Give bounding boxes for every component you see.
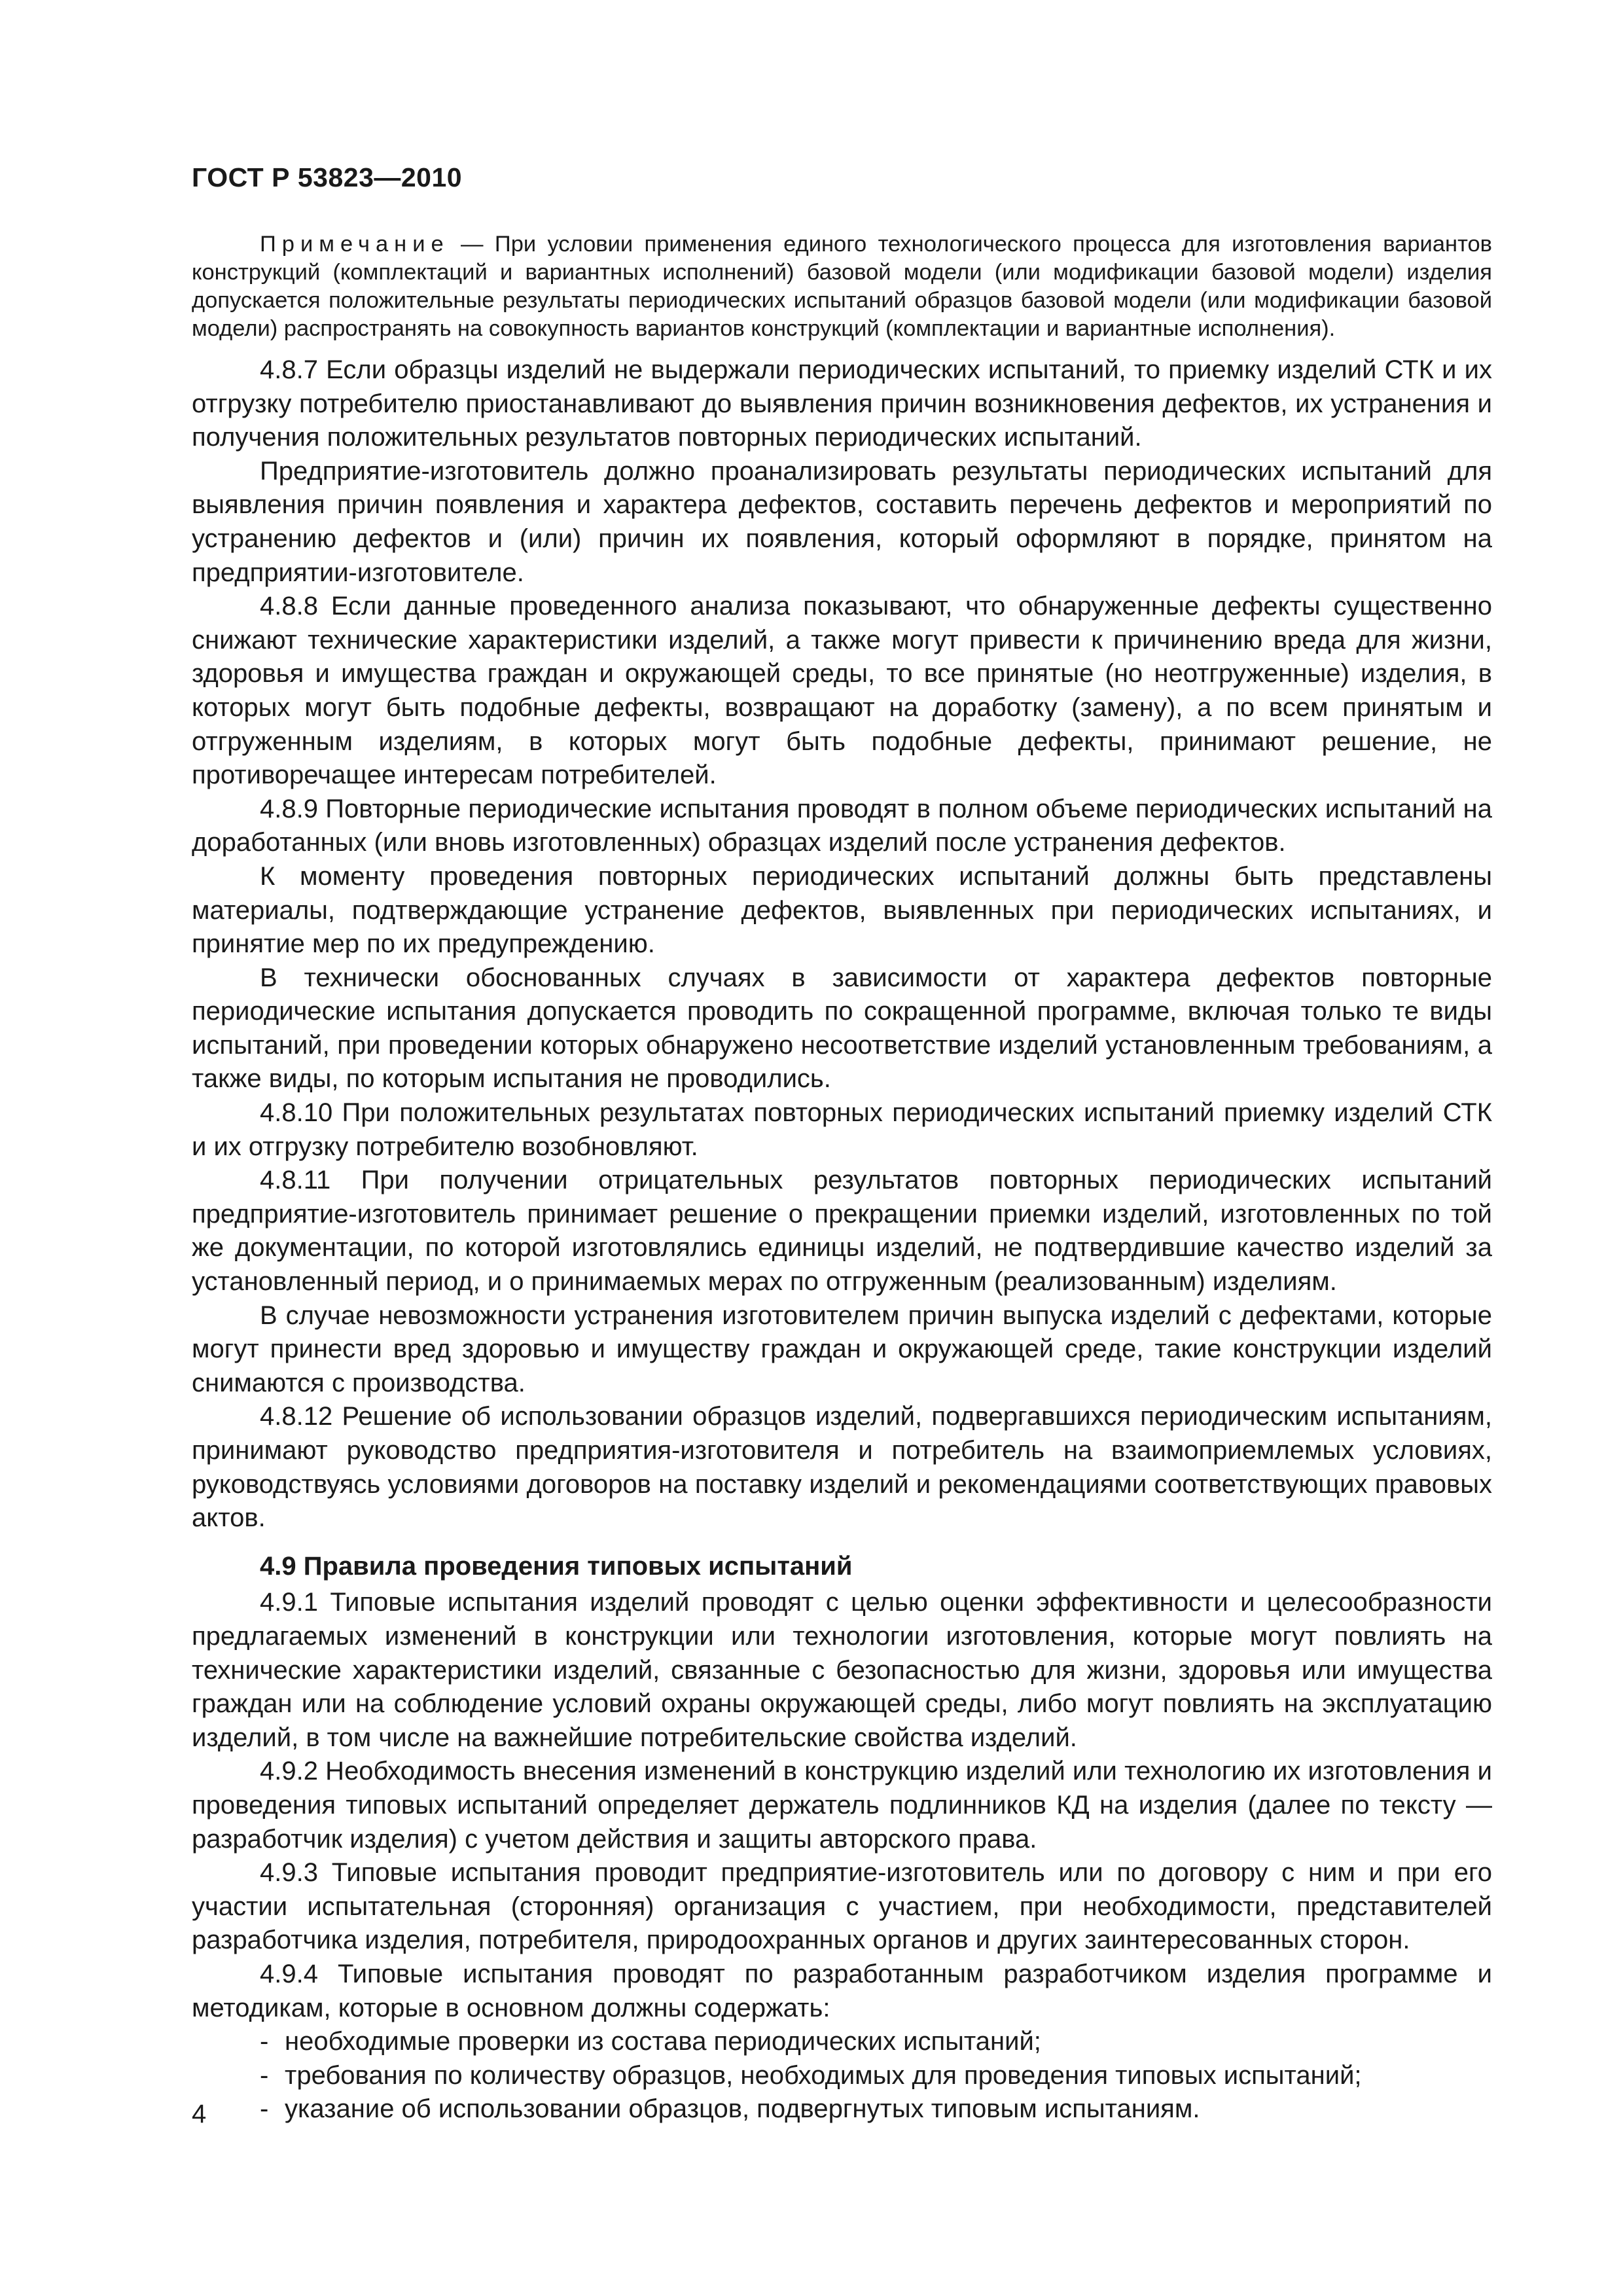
list-marker: - [260, 2027, 269, 2056]
paragraph-4-8-12: 4.8.12 Решение об использовании образцов изделий, подвергавшихся периодическим испытаниям, принимают руководство предприятия-изготовителя и потребитель на взаимоприемлемых условиях, руководствуясь условиями договоров на поставку изделий и рекомендациями соответствующих правовых актов. [192, 1402, 1492, 1533]
paragraph-production-removal: В случае невозможности устранения изготовителем причин выпуска изделий с дефектами, которые могут принести вред здоровью и имуществу граждан и окружающей среде, такие конструкции изделий снимаются с производства. [192, 1300, 1492, 1397]
paragraph-manufacturer-analysis: Предприятие-изготовитель должно проанализировать результаты периодических испытаний для выявления причин появления и характера дефектов, составить перечень дефектов и мероприятий по устранению дефектов и (или) причин их появления, который оформляют в порядке, принятом на предприятии-изготовителе. [192, 456, 1492, 587]
list-item [192, 2059, 1492, 2093]
paragraph-4-8-8: 4.8.8 Если данные проведенного анализа показывают, что обнаруженные дефекты существенно снижают технические характеристики изделий, а также могут привести к причинению вреда для жизни, здоровья и имущества граждан и окружающей среды, то все принятые (но неотгруженные) изделия, в которых могут быть подобные дефекты, возвращают на доработку (замену), а по всем принятым и отгруженным изделиям, в которых могут быть подобные дефекты, принимают решение, не противоречащее интересам потребителей. [192, 592, 1492, 790]
page-number: 4 [192, 2100, 207, 2128]
paragraph-4-8-7: 4.8.7 Если образцы изделий не выдержали периодических испытаний, то приемку изделий СТК и их отгрузку потребителю приостанавливают до выявления причин возникновения дефектов, их устранения и получения положительных результатов повторных периодических испытаний. [192, 355, 1492, 452]
note-dash: — [449, 232, 495, 257]
list-marker: - [260, 2060, 269, 2090]
list-item-text: указание об использовании образцов, подвергнутых типовым испытаниям. [285, 2094, 1200, 2124]
section-heading-4-9: 4.9 Правила проведения типовых испытаний [260, 1551, 853, 1581]
note-label: Примечание [260, 232, 450, 257]
test-program-list [192, 2025, 1492, 2126]
document-header-title: ГОСТ Р 53823—2010 [192, 162, 463, 192]
paragraph-4-9-4: 4.9.4 Типовые испытания проводят по разработанным разработчиком изделия программе и методикам, которые в основном должны содержать: [192, 1959, 1492, 2022]
paragraph-4-8-9: 4.8.9 Повторные периодические испытания проводят в полном объеме периодических испытаний на доработанных (или вновь изготовленных) образцах изделий после устранения дефектов. [192, 794, 1492, 857]
paragraph-4-9-1: 4.9.1 Типовые испытания изделий проводят с целью оценки эффективности и целесообразности предлагаемых изменений в конструкции или технологии изготовления, которые могут повлиять на технические характеристики изделий, связанные с безопасностью для жизни, здоровья или имущества граждан или на соблюдение условий охраны окружающей среды, либо могут повлиять на эксплуатацию изделий, в том числе на важнейшие потребительские свойства изделий. [192, 1588, 1492, 1752]
note-paragraph [192, 230, 1492, 343]
paragraph-4-9-2: 4.9.2 Необходимость внесения изменений в конструкцию изделий или технологию их изготовления и проведения типовых испытаний определяет держатель подлинников КД на изделия (далее по тексту — разработчик изделия) с учетом действия и защиты авторского права. [192, 1757, 1492, 1854]
list-marker: - [260, 2094, 269, 2124]
note-text: При условии применения единого технологического процесса для изготовления вариантов конструкций (комплектаций и вариантных исполнений) базовой модели (или модификации базовой модели) изделия допускается положительные результаты периодических испытаний образцов базовой модели (или модификации базовой модели) распространять на совокупность вариантов конструкций (комплектации и вариантные исполнения). [192, 232, 1492, 341]
list-item-text: требования по количеству образцов, необходимых для проведения типовых испытаний; [285, 2060, 1362, 2090]
paragraph-reduced-program: В технически обоснованных случаях в зависимости от характера дефектов повторные периодические испытания допускается проводить по сокращенной программе, включая только те виды испытаний, при проведении которых обнаружено несоответствие изделий установленным требованиям, а также виды, по которым испытания не проводились. [192, 963, 1492, 1094]
paragraph-4-9-3: 4.9.3 Типовые испытания проводит предприятие-изготовитель или по договору с ним и при его участии испытательная (сторонняя) организация с участием, при необходимости, представителей разработчика изделия, потребителя, природоохранных органов и других заинтересованных сторон. [192, 1858, 1492, 1955]
paragraph-4-8-10: 4.8.10 При положительных результатах повторных периодических испытаний приемку изделий СТК и их отгрузку потребителю возобновляют. [192, 1098, 1492, 1161]
list-item [192, 2025, 1492, 2059]
list-item [192, 2092, 1492, 2126]
paragraph-repeat-test-materials: К моменту проведения повторных периодических испытаний должны быть представлены материалы, подтверждающие устранение дефектов, выявленных при периодических испытаниях, и принятие мер по их предупреждению. [192, 861, 1492, 959]
paragraph-4-8-11: 4.8.11 При получении отрицательных результатов повторных периодических испытаний предприятие-изготовитель принимает решение о прекращении приемки изделий, изготовленных по той же документации, по которой изготовлялись единицы изделий, не подтвердившие качество изделий за установленный период, и о принимаемых мерах по отгруженным (реализованным) изделиям. [192, 1166, 1492, 1297]
document-body [192, 230, 1492, 2126]
list-item-text: необходимые проверки из состава периодических испытаний; [285, 2027, 1041, 2056]
